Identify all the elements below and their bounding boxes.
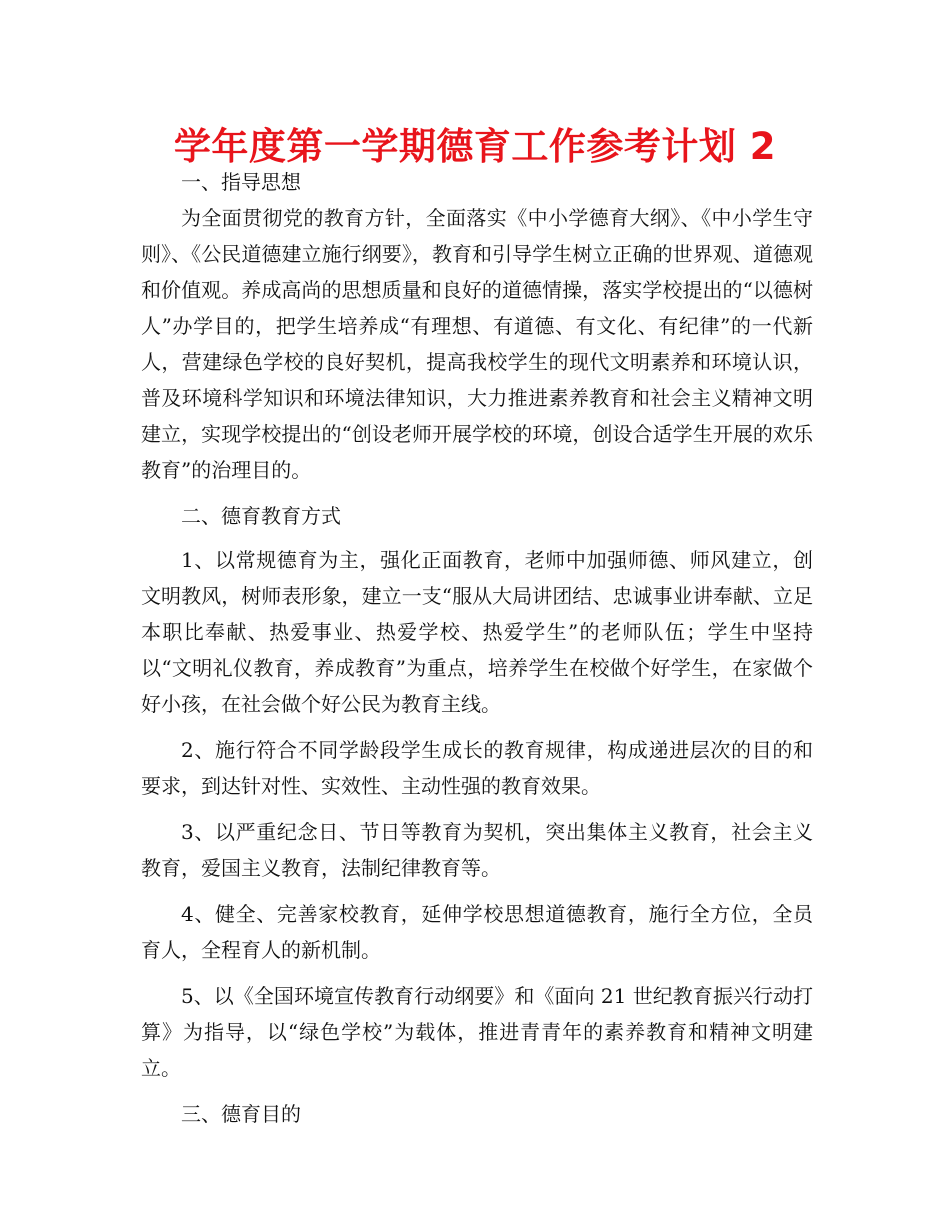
section-heading-education-methods: 二、德育教育方式 [181, 504, 341, 528]
paragraph-method-5: 5、以《全国环境宣传教育行动纲要》和《面向 21 世纪教育振兴行动打算》为指导，以“绿色学校”为载体，推进青青年的素养教育和精神文明建立。 [141, 984, 813, 1080]
paragraph-method-4: 4、健全、完善家校教育，延伸学校思想道德教育，施行全方位，全员育人，全程育人的新机制。 [141, 902, 813, 962]
document-body [141, 164, 813, 1140]
paragraph-guiding-thought: 为全面贯彻党的教育方针，全面落实《中小学德育大纲》、《中小学生守则》、《公民道德建立施行纲要》，教育和引导学生树立正确的世界观、道德观和价值观。养成高尚的思想质量和良好的道德情操，落实学校提出的“以德树人”办学目的，把学生培养成“有理想、有道德、有文化、有纪律”的一代新人，营建绿色学校的良好契机，提高我校学生的现代文明素养和环境认识，普及环境科学知识和环境法律知识，大力推进素养教育和社会主义精神文明建立，实现学校提出的“创设老师开展学校的环境，创设合适学生开展的欢乐教育”的治理目的。 [141, 206, 813, 482]
section-heading-guiding-thought: 一、指导思想 [181, 170, 301, 194]
paragraph-method-3: 3、以严重纪念日、节日等教育为契机，突出集体主义教育，社会主义教育，爱国主义教育，法制纪律教育等。 [141, 820, 813, 880]
document-title: 学年度第一学期德育工作参考计划 2 [173, 125, 777, 168]
paragraph-method-1: 1、以常规德育为主，强化正面教育，老师中加强师德、师风建立，创文明教风，树师表形象，建立一支“服从大局讲团结、忠诚事业讲奉献、立足本职比奉献、热爱事业、热爱学校、热爱学生”的老师队伍；学生中坚持以“文明礼仪教育，养成教育”为重点，培养学生在校做个好学生，在家做个好小孩，在社会做个好公民为教育主线。 [141, 548, 813, 716]
paragraph-method-2: 2、施行符合不同学龄段学生成长的教育规律，构成递进层次的目的和要求，到达针对性、实效性、主动性强的教育效果。 [141, 738, 813, 798]
section-heading-moral-goals: 三、德育目的 [181, 1102, 301, 1126]
